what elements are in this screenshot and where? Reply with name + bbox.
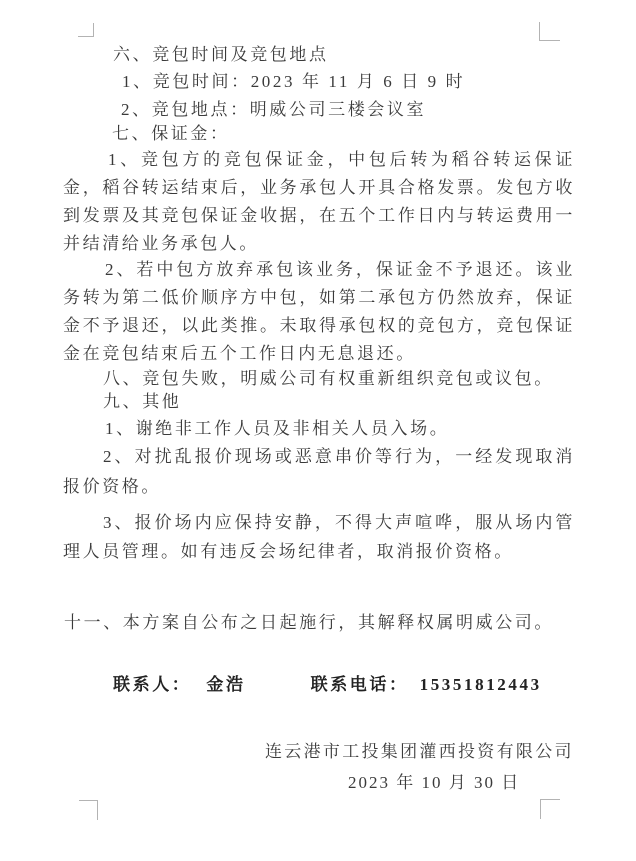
signature-company: 连云港市工投集团灌西投资有限公司 — [265, 742, 574, 761]
margin-crop-mark-top-left — [78, 23, 94, 37]
contact-name-label: 联系人： — [113, 675, 192, 694]
section-8-line: 八、竞包失败，明威公司有权重新组织竞包或议包。 — [103, 369, 554, 388]
section-6-header: 六、竞包时间及竞包地点 — [113, 45, 329, 64]
contact-line — [113, 671, 542, 699]
deposit-clause-2: 2、若中包方放弃承包该业务，保证金不予退还。该业务转为第二低价顺序方中包，如第二承包方仍然放弃，保证金不予退还，以此类推。未取得承包权的竞包方，竞包保证金在竞包结束后五个工作日内无息退还。 — [63, 260, 575, 363]
contact-phone: 15351812443 — [419, 675, 542, 694]
other-clause-1: 1、谢绝非工作人员及非相关人员入场。 — [105, 419, 450, 438]
section-9-header: 九、其他 — [103, 392, 182, 411]
margin-crop-mark-bottom-right — [540, 799, 560, 819]
section-11-line: 十一、本方案自公布之日起施行，其解释权属明威公司。 — [64, 613, 554, 632]
bid-time-line: 1、竞包时间：2023 年 11 月 6 日 9 时 — [122, 72, 466, 91]
contact-phone-label: 联系电话： — [310, 675, 409, 694]
bid-place-line: 2、竞包地点：明威公司三楼会议室 — [121, 100, 427, 119]
other-clause-3: 3、报价场内应保持安静，不得大声喧哗，服从场内管理人员管理。如有违反会场纪律者，取消报价资格。 — [63, 513, 575, 561]
margin-crop-mark-top-right — [539, 22, 560, 41]
deposit-clause-1: 1、竞包方的竞包保证金，中包后转为稻谷转运保证金，稻谷转运结束后，业务承包人开具合格发票。发包方收到发票及其竞包保证金收据，在五个工作日内与转运费用一并结清给业务承包人。 — [63, 150, 575, 253]
section-7-header: 七、保证金： — [112, 124, 230, 143]
signature-date: 2023 年 10 月 30 日 — [348, 773, 521, 792]
other-clause-2: 2、对扰乱报价现场或恶意串价等行为，一经发现取消报价资格。 — [63, 447, 575, 496]
contact-name: 金浩 — [206, 675, 246, 694]
margin-crop-mark-bottom-left — [79, 800, 98, 820]
